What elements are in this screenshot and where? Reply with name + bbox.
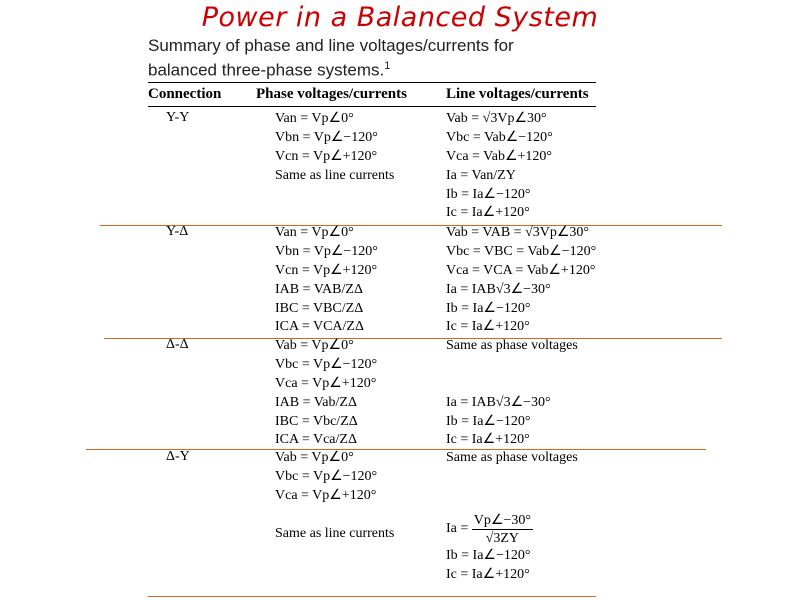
header-rule <box>148 106 596 107</box>
equation <box>446 356 578 375</box>
equation-lhs: Ia = <box>446 521 469 536</box>
equation: Vbc = Vp∠−120° <box>275 468 378 484</box>
connection-label: Δ-Δ <box>166 337 189 352</box>
phase-cell <box>275 110 394 186</box>
equation: IAB = VAB/ZΔ <box>275 281 363 297</box>
line-cell <box>446 110 553 223</box>
equation: Vcn = Vp∠+120° <box>275 148 378 164</box>
equation: Vcn = Vp∠+120° <box>275 262 378 278</box>
equation: ICA = VCA/ZΔ <box>275 319 364 335</box>
row-separator <box>100 225 722 226</box>
connection-label: Y-Δ <box>166 224 189 239</box>
equation: Vab = Vp∠0° <box>275 338 354 353</box>
equation: Ib = Ia∠−120° <box>446 548 531 563</box>
equation: IBC = VBC/ZΔ <box>275 300 364 316</box>
phase-cell <box>275 449 394 543</box>
top-rule <box>148 82 596 83</box>
footnote-marker: 1 <box>384 60 391 72</box>
slide-title: Power in a Balanced System <box>201 2 599 33</box>
phase-cell <box>275 337 377 450</box>
equation: IBC = Vbc/ZΔ <box>275 413 358 429</box>
connection-label: Y-Y <box>166 110 190 125</box>
equation: Vca = Vp∠+120° <box>275 375 377 391</box>
note: Same as line currents <box>275 525 395 541</box>
equation: Ib = Ia∠−120° <box>446 300 531 316</box>
connection-label: Δ-Y <box>166 449 190 464</box>
line-cell <box>446 337 578 450</box>
caption-line-2: balanced three-phase systems.$^1$ <box>148 60 391 80</box>
equation: Ic = Ia∠+120° <box>446 205 530 221</box>
fraction-denominator: √3ZY <box>485 530 520 546</box>
spacer <box>275 506 394 525</box>
caption-line-1: Summary of phase and line voltages/currents for <box>148 36 514 55</box>
line-cell <box>446 224 596 337</box>
equation: Van = Vp∠0° <box>275 225 354 240</box>
phase-cell <box>275 224 378 337</box>
equation: Ia = IAB√3∠−30° <box>446 394 551 410</box>
equation: Ia = IAB√3∠−30° <box>446 281 551 297</box>
equation: Ic = Ia∠+120° <box>446 566 530 582</box>
equation: Vca = Vab∠+120° <box>446 148 552 164</box>
equation: Ia = Van/ZY <box>446 167 516 183</box>
note: Same as phase voltages <box>446 450 578 465</box>
equation: Vbc = Vab∠−120° <box>446 129 553 145</box>
header-line: Line voltages/currents <box>446 86 589 102</box>
equation: Ic = Ia∠+120° <box>446 319 530 335</box>
equation: Vbc = VBC = Vab∠−120° <box>446 243 597 259</box>
equation: Vab = Vp∠0° <box>275 450 354 465</box>
header-connection: Connection <box>148 86 222 102</box>
line-cell-bottom <box>446 547 530 585</box>
equation: Ib = Ia∠−120° <box>446 186 531 202</box>
equation: ICA = Vca/ZΔ <box>275 432 357 448</box>
note: Same as line currents <box>275 167 395 183</box>
line-cell <box>446 449 578 468</box>
row-separator <box>104 338 722 339</box>
equation: IAB = Vab/ZΔ <box>275 394 357 410</box>
fraction-numerator: Vp∠−30° <box>473 512 531 528</box>
equation: Vca = VCA = Vab∠+120° <box>446 262 596 278</box>
equation: Vbc = Vp∠−120° <box>275 356 378 372</box>
header-phase: Phase voltages/currents <box>256 86 407 102</box>
equation: Vbn = Vp∠−120° <box>275 243 378 259</box>
table-caption <box>148 36 608 81</box>
equation: Ib = Ia∠−120° <box>446 413 531 429</box>
equation: Ic = Ia∠+120° <box>446 432 530 448</box>
fraction <box>472 512 533 547</box>
note: Same as phase voltages <box>446 338 578 353</box>
equation: Van = Vp∠0° <box>275 111 354 126</box>
equation: Vca = Vp∠+120° <box>275 487 377 503</box>
equation: Vbn = Vp∠−120° <box>275 129 378 145</box>
equation <box>446 375 578 394</box>
equation: Vab = VAB = √3Vp∠30° <box>446 225 590 240</box>
bottom-rule <box>148 596 596 597</box>
equation: Vab = √3Vp∠30° <box>446 111 547 126</box>
